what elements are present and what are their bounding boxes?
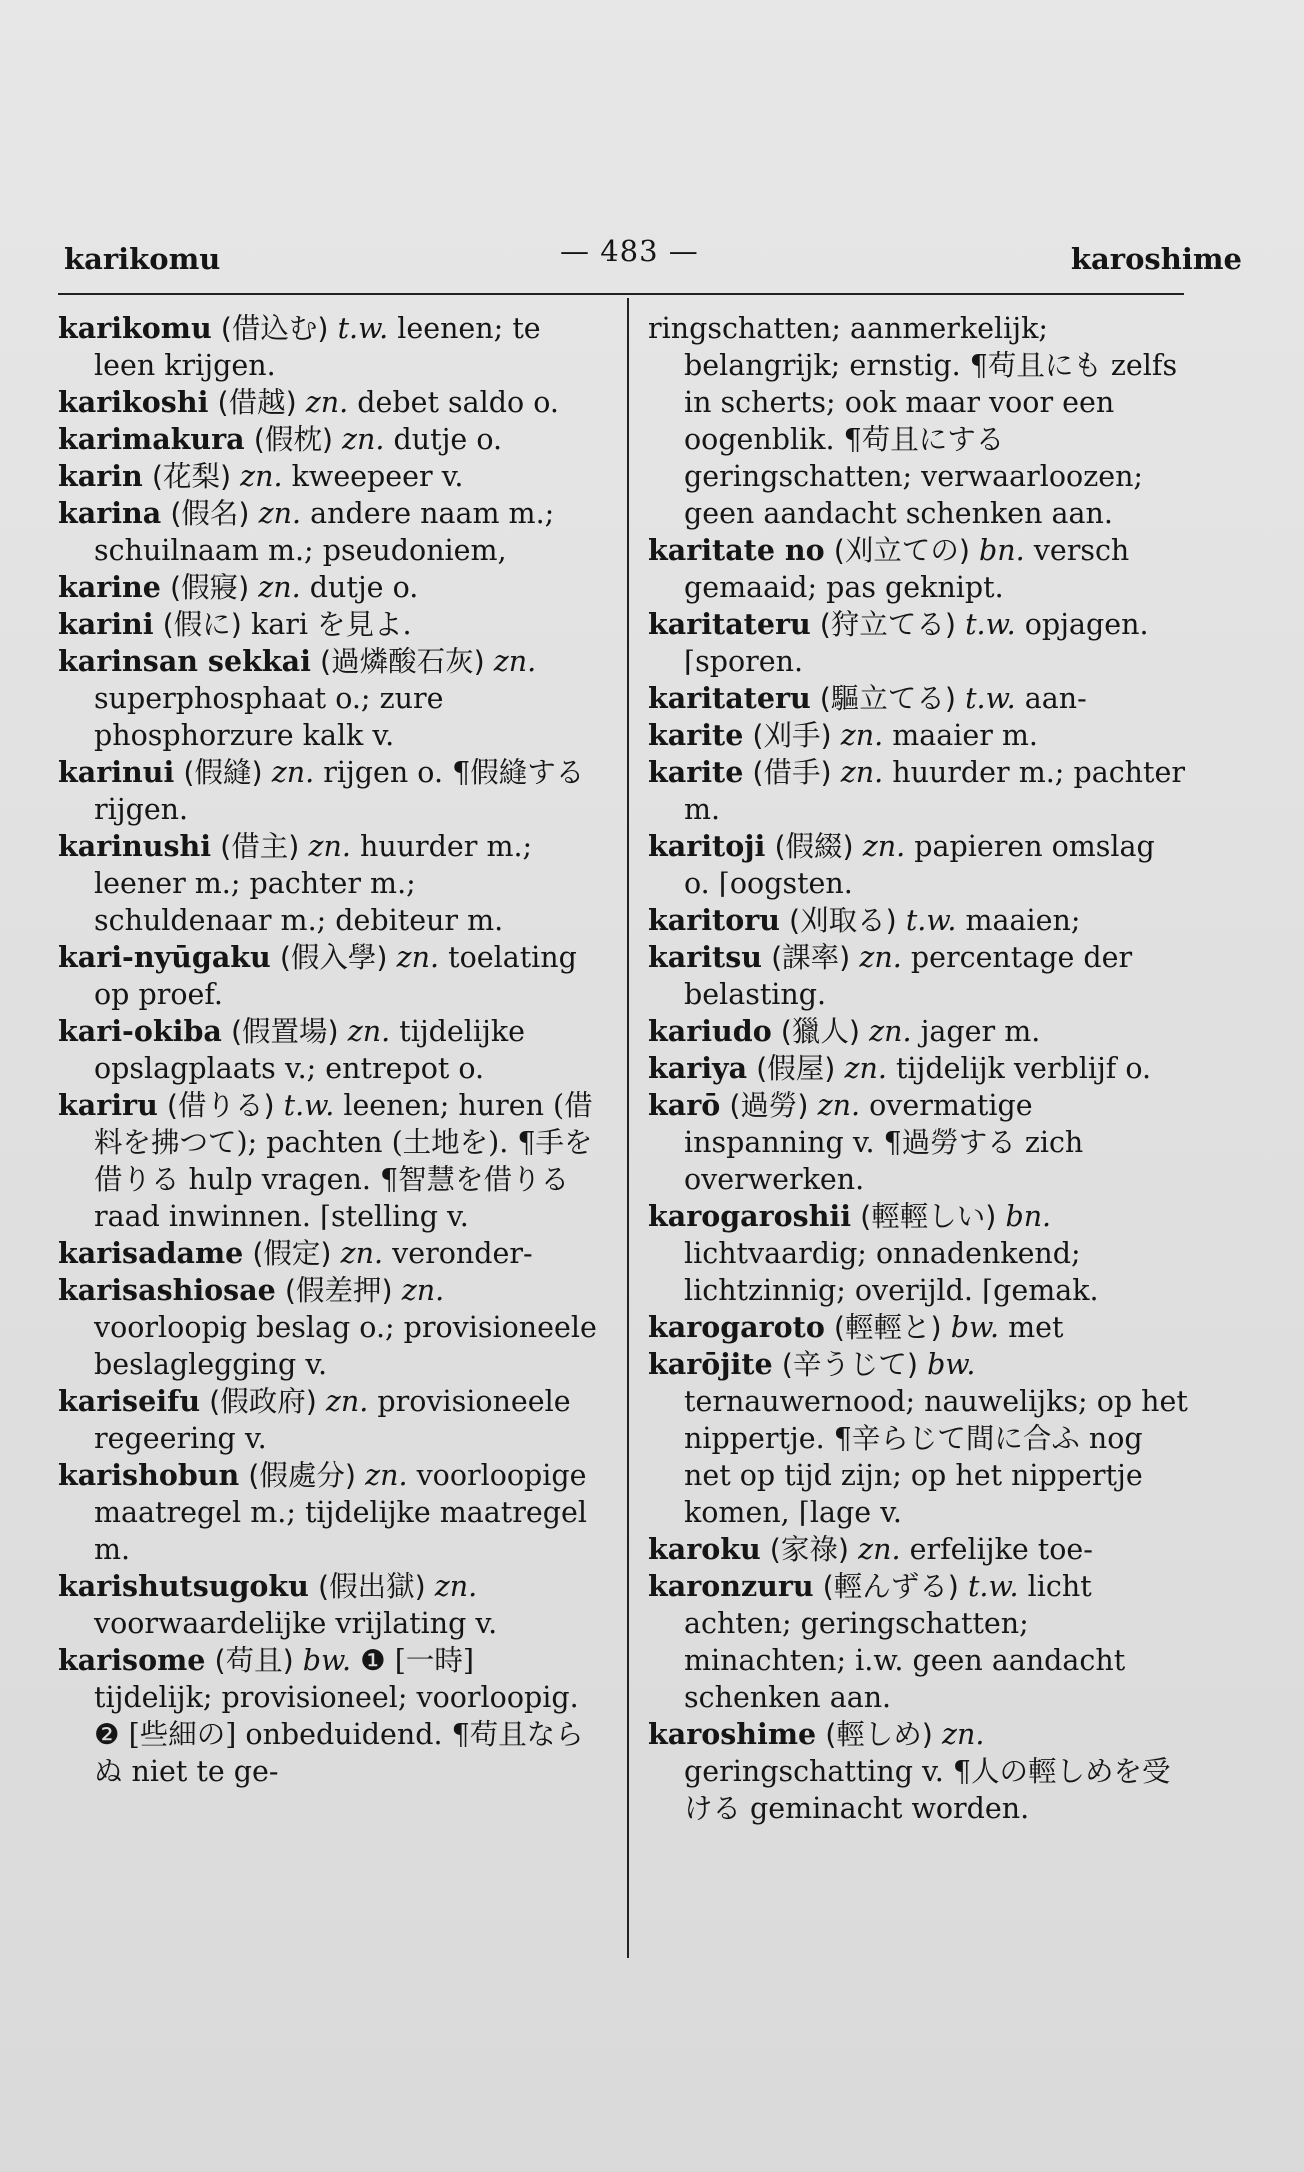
part-of-speech: zn. xyxy=(401,1274,445,1307)
dictionary-entry xyxy=(648,1716,1188,1827)
definition: leenen; huren (借料を拂つて); pachten (土地を). ¶手を借りる hulp vragen. ¶智慧を借りる raad inwinnen. ⌈stelling v. xyxy=(94,1089,593,1233)
definition: debet saldo o. xyxy=(357,386,559,419)
definition: papieren omslag o. ⌈oogsten. xyxy=(684,830,1155,900)
part-of-speech: zn. xyxy=(325,1385,369,1418)
headword: karitsu xyxy=(648,940,762,974)
dictionary-entry xyxy=(58,754,598,828)
part-of-speech: zn. xyxy=(340,1237,384,1270)
entry-kanji: (輕んずる) xyxy=(822,1570,959,1603)
definition: geringschatting v. ¶人の輕しめを受ける geminacht worden. xyxy=(684,1755,1171,1825)
entry-kanji: (假政府) xyxy=(209,1385,317,1418)
part-of-speech: zn. xyxy=(942,1718,985,1751)
headword: kari-okiba xyxy=(58,1014,222,1048)
definition: voorloopig beslag o.; provisioneele beslaglegging v. xyxy=(94,1311,597,1381)
definition: rijgen o. ¶假縫する rijgen. xyxy=(94,756,585,826)
dictionary-entry xyxy=(58,1013,598,1087)
dictionary-entry xyxy=(58,421,598,458)
definition: leenen; te leen krijgen. xyxy=(94,312,541,382)
definition: maaien; xyxy=(965,904,1081,937)
dictionary-entry xyxy=(58,1568,598,1642)
part-of-speech: bw. xyxy=(927,1348,976,1381)
definition: ❶ [一時] tijdelijk; provisioneel; voorloopig. ❷ [些細の] onbeduidend. ¶苟且ならぬ niet te ge- xyxy=(94,1644,584,1788)
dictionary-entry xyxy=(648,1346,1188,1531)
entry-kanji: (假綴) xyxy=(774,830,854,863)
part-of-speech: zn. xyxy=(258,571,301,604)
right-column xyxy=(648,310,1188,1827)
headword: karishutsugoku xyxy=(58,1569,309,1603)
part-of-speech: t.w. xyxy=(905,904,957,937)
dictionary-entry xyxy=(58,1235,598,1272)
entry-kanji: (假處分) xyxy=(248,1459,357,1492)
definition: kari を見よ. xyxy=(250,608,412,641)
headword: karoku xyxy=(648,1532,761,1566)
dictionary-entry xyxy=(648,1309,1188,1346)
dictionary-entry xyxy=(58,606,598,643)
entry-kanji: (假入學) xyxy=(279,941,388,974)
definition: kweepeer v. xyxy=(291,460,464,493)
headword: karonzuru xyxy=(648,1569,814,1603)
dictionary-entry xyxy=(58,643,598,754)
definition: huurder m.; pachter m. xyxy=(684,756,1185,826)
headword: karin xyxy=(58,459,143,493)
headword: karisome xyxy=(58,1643,206,1677)
dictionary-entry xyxy=(648,1050,1188,1087)
part-of-speech: zn. xyxy=(240,460,283,493)
entry-kanji: (假名) xyxy=(170,497,250,530)
definition: met xyxy=(1008,1311,1064,1344)
definition: tijdelijk verblijf o. xyxy=(895,1052,1152,1085)
headword: karisashiosae xyxy=(58,1273,276,1307)
dictionary-entry xyxy=(648,310,1188,532)
dictionary-entry xyxy=(58,458,598,495)
dictionary-entry xyxy=(58,1272,598,1383)
headword: karitoru xyxy=(648,903,780,937)
headword: karikoshi xyxy=(58,385,209,419)
dictionary-entry xyxy=(648,1198,1188,1309)
definition: overmatige inspanning v. ¶過勞する zich overwerken. xyxy=(684,1089,1084,1196)
definition: voorwaardelijke vrijlating v. xyxy=(94,1607,498,1640)
part-of-speech: zn. xyxy=(493,645,537,678)
headword: karikomu xyxy=(58,311,212,345)
headword: kari-nyūgaku xyxy=(58,940,271,974)
entry-kanji: (借越) xyxy=(217,386,297,419)
definition: ringschatten; aanmerkelijk; belangrijk; ernstig. ¶苟且にも zelfs in scherts; ook maar voor een oogenblik. ¶苟且にする geringschatten; verwaarloozen; geen aandacht schenken aan. xyxy=(648,312,1178,530)
definition: veronder- xyxy=(392,1237,533,1270)
entry-kanji: (苟且) xyxy=(214,1644,294,1677)
dictionary-entry xyxy=(58,495,598,569)
column-divider xyxy=(627,298,629,1958)
dictionary-entry xyxy=(648,1531,1188,1568)
dictionary-entry xyxy=(648,1568,1188,1716)
definition: opjagen. ⌈sporen. xyxy=(684,608,1149,678)
header-rule xyxy=(58,293,1184,295)
headword: karogaroto xyxy=(648,1310,825,1344)
part-of-speech: bn. xyxy=(1005,1200,1052,1233)
definition: ternauwernood; nauwelijks; op het nippertje. ¶辛らじて間に合ふ nog net op tijd zijn; op het nippertje komen, ⌈lage v. xyxy=(684,1385,1188,1529)
dictionary-entry xyxy=(58,1383,598,1457)
headword: karogaroshii xyxy=(648,1199,852,1233)
entry-kanji: (過燐酸石灰) xyxy=(319,645,485,678)
entry-kanji: (假屋) xyxy=(756,1052,836,1085)
headword: karinui xyxy=(58,755,175,789)
dictionary-entry xyxy=(648,828,1188,902)
part-of-speech: zn. xyxy=(347,1015,391,1048)
part-of-speech: zn. xyxy=(858,1533,901,1566)
headword: karoshime xyxy=(648,1717,817,1751)
dictionary-entry xyxy=(648,1013,1188,1050)
running-head xyxy=(60,228,1244,288)
part-of-speech: bw. xyxy=(302,1644,352,1677)
part-of-speech: zn. xyxy=(434,1570,478,1603)
definition: lichtvaardig; onnadenkend; lichtzinnig; overijld. ⌈gemak. xyxy=(684,1237,1099,1307)
entry-kanji: (刈取る) xyxy=(789,904,897,937)
part-of-speech: zn. xyxy=(258,497,302,530)
entry-kanji: (假寢) xyxy=(169,571,250,604)
part-of-speech: zn. xyxy=(844,1052,887,1085)
entry-kanji: (家祿) xyxy=(769,1533,850,1566)
dictionary-entry xyxy=(648,532,1188,606)
headword: karite xyxy=(648,718,744,752)
page-number: — 483 — xyxy=(560,234,699,268)
dictionary-entry xyxy=(58,569,598,606)
entry-kanji: (過勞) xyxy=(729,1089,809,1122)
dictionary-entry xyxy=(58,939,598,1013)
dictionary-entry xyxy=(648,606,1188,680)
entry-kanji: (驅立てる) xyxy=(819,682,957,715)
part-of-speech: zn. xyxy=(817,1089,861,1122)
definition: versch gemaaid; pas geknipt. xyxy=(684,534,1130,604)
headword: karinushi xyxy=(58,829,212,863)
entry-kanji: (課率) xyxy=(771,941,851,974)
part-of-speech: zn. xyxy=(840,719,884,752)
definition: andere naam m.; schuilnaam m.; pseudoniem, xyxy=(94,497,555,567)
headword: karisadame xyxy=(58,1236,244,1270)
definition: superphosphaat o.; zure phosphorzure kalk v. xyxy=(94,682,444,752)
part-of-speech: bw. xyxy=(950,1311,1000,1344)
dictionary-entry xyxy=(648,680,1188,717)
definition: percentage der belasting. xyxy=(684,941,1133,1011)
part-of-speech: zn. xyxy=(862,830,906,863)
entry-kanji: (假定) xyxy=(252,1237,332,1270)
part-of-speech: t.w. xyxy=(967,1570,1019,1603)
headword: karitoji xyxy=(648,829,766,863)
entry-kanji: (辛うじて) xyxy=(781,1348,918,1381)
entry-kanji: (獵人) xyxy=(780,1015,861,1048)
entry-kanji: (假縫) xyxy=(183,756,263,789)
entry-kanji: (借手) xyxy=(752,756,832,789)
dictionary-entry xyxy=(648,902,1188,939)
dictionary-entry xyxy=(58,310,598,384)
headword: karitateru xyxy=(648,681,811,715)
part-of-speech: zn. xyxy=(365,1459,408,1492)
headword: kariru xyxy=(58,1088,158,1122)
headword: karine xyxy=(58,570,161,604)
dictionary-entry xyxy=(648,754,1188,828)
entry-kanji: (輕輕しい) xyxy=(860,1200,997,1233)
part-of-speech: zn. xyxy=(859,941,902,974)
part-of-speech: bn. xyxy=(979,534,1025,567)
entry-kanji: (花梨) xyxy=(151,460,232,493)
definition: huurder m.; leener m.; pachter m.; schuldenaar m.; debiteur m. xyxy=(94,830,533,937)
headword: karimakura xyxy=(58,422,245,456)
definition: provisioneele regeering v. xyxy=(94,1385,571,1455)
headword: karini xyxy=(58,607,154,641)
definition: tijdelijke opslagplaats v.; entrepot o. xyxy=(94,1015,525,1085)
dictionary-entry xyxy=(58,828,598,939)
headword: kariya xyxy=(648,1051,748,1085)
dictionary-entry xyxy=(58,1457,598,1568)
left-column xyxy=(58,310,598,1790)
part-of-speech: t.w. xyxy=(283,1089,335,1122)
entry-kanji: (刈手) xyxy=(752,719,832,752)
definition: dutje o. xyxy=(393,423,503,456)
definition: voorloopige maatregel m.; tijdelijke maatregel m. xyxy=(94,1459,587,1566)
entry-kanji: (借主) xyxy=(220,830,300,863)
headword: karinsan sekkai xyxy=(58,644,311,678)
part-of-speech: t.w. xyxy=(337,312,389,345)
dictionary-entry xyxy=(58,1642,598,1790)
entry-kanji: (輕輕と) xyxy=(833,1311,942,1344)
definition: aan- xyxy=(1024,682,1087,715)
definition: toelating op proef. xyxy=(94,941,577,1011)
headword: karite xyxy=(648,755,744,789)
entry-kanji: (假枕) xyxy=(253,423,333,456)
dictionary-entry xyxy=(648,939,1188,1013)
part-of-speech: t.w. xyxy=(965,608,1016,641)
part-of-speech: zn. xyxy=(342,423,385,456)
headword: karō xyxy=(648,1088,721,1122)
headword: karina xyxy=(58,496,162,530)
entry-kanji: (狩立てる) xyxy=(819,608,957,641)
definition: dutje o. xyxy=(309,571,419,604)
part-of-speech: zn. xyxy=(271,756,315,789)
entry-kanji: (借込む) xyxy=(220,312,329,345)
headword: karishobun xyxy=(58,1458,240,1492)
entry-kanji: (假に) xyxy=(162,608,242,641)
guide-word-right: karoshime xyxy=(1070,242,1242,276)
dictionary-entry xyxy=(648,1087,1188,1198)
part-of-speech: zn. xyxy=(840,756,884,789)
entry-kanji: (假出獄) xyxy=(317,1570,426,1603)
definition: jager m. xyxy=(920,1015,1041,1048)
dictionary-entry xyxy=(58,1087,598,1235)
headword: kariudo xyxy=(648,1014,772,1048)
part-of-speech: zn. xyxy=(869,1015,912,1048)
definition: licht achten; geringschatten; minachten; i.w. geen aandacht schenken aan. xyxy=(684,1570,1126,1714)
part-of-speech: t.w. xyxy=(965,682,1016,715)
entry-kanji: (輕しめ) xyxy=(825,1718,933,1751)
headword: kariseifu xyxy=(58,1384,201,1418)
headword: karitateru xyxy=(648,607,811,641)
dictionary-entry xyxy=(648,717,1188,754)
entry-kanji: (刈立ての) xyxy=(833,534,970,567)
part-of-speech: zn. xyxy=(396,941,440,974)
definition: maaier m. xyxy=(892,719,1038,752)
dictionary-entry xyxy=(58,384,598,421)
guide-word-left: karikomu xyxy=(64,242,221,276)
part-of-speech: zn. xyxy=(305,386,349,419)
headword: karōjite xyxy=(648,1347,773,1381)
definition: erfelijke toe- xyxy=(909,1533,1093,1566)
entry-kanji: (借りる) xyxy=(166,1089,275,1122)
headword: karitate no xyxy=(648,533,825,567)
entry-kanji: (假差押) xyxy=(284,1274,393,1307)
entry-kanji: (假置場) xyxy=(230,1015,339,1048)
part-of-speech: zn. xyxy=(308,830,351,863)
